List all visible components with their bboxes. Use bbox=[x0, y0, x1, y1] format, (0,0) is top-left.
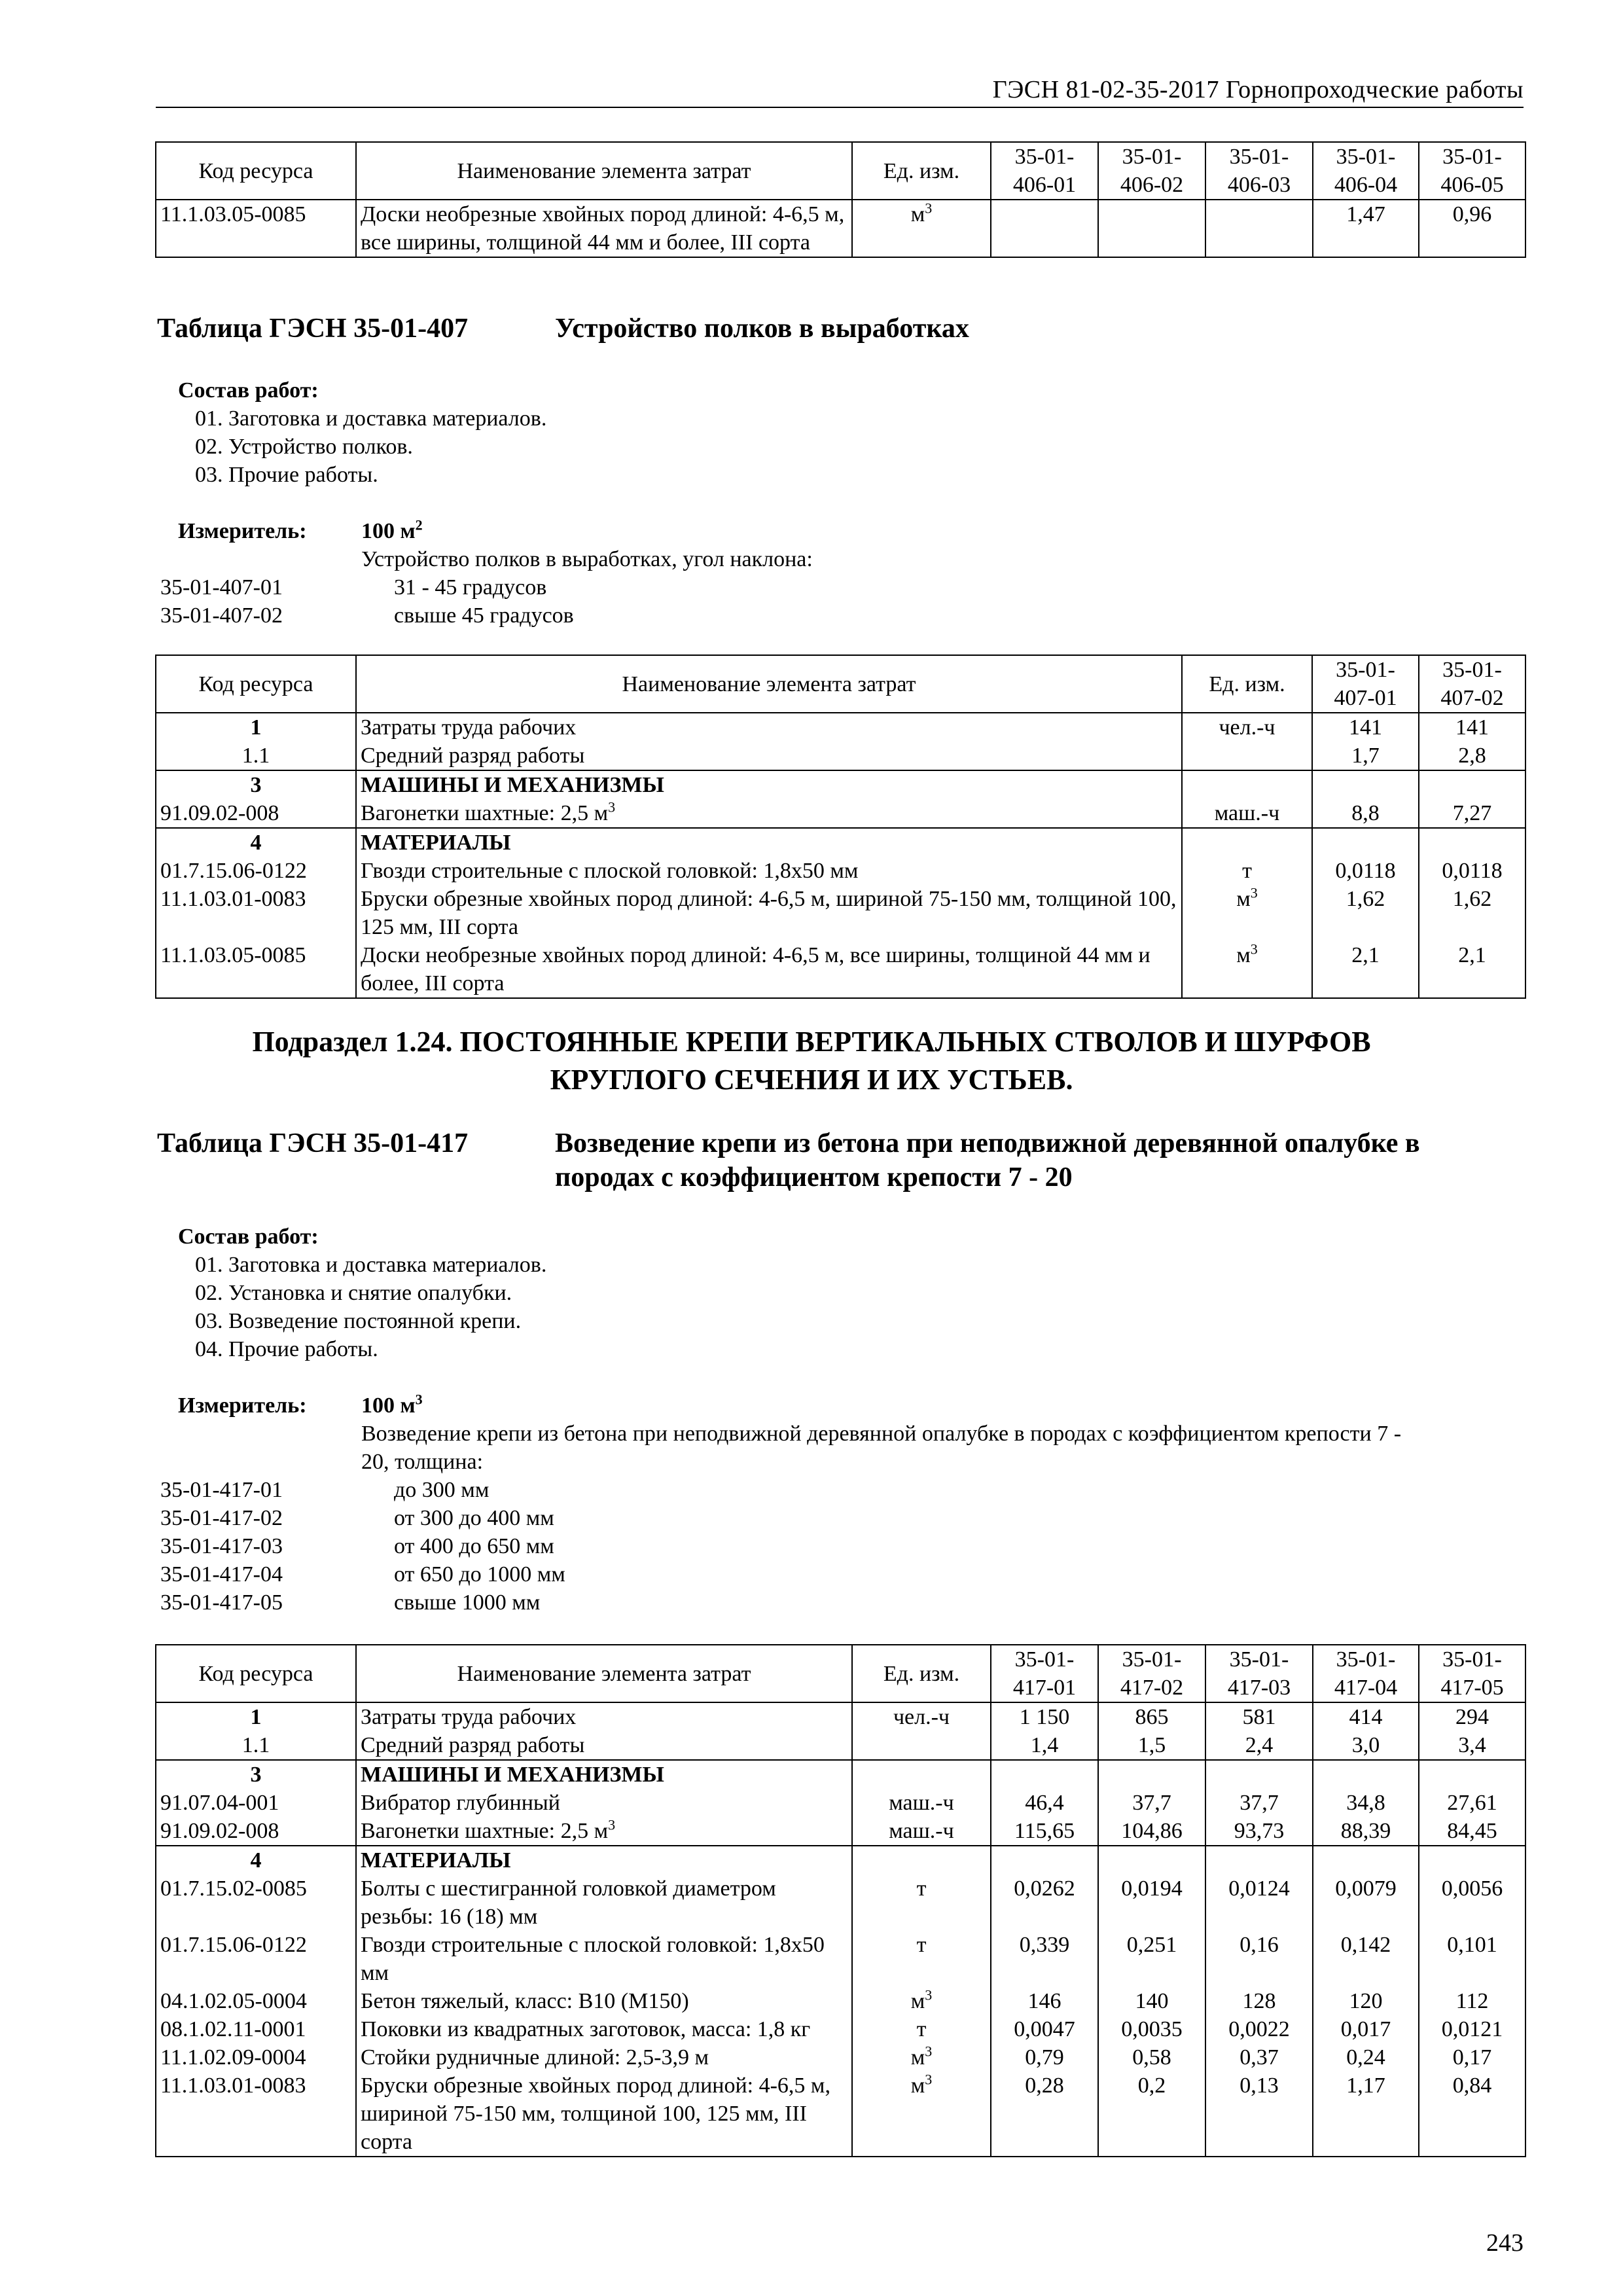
row-value: 0,28 bbox=[991, 2072, 1098, 2157]
row-unit: $м^3$ bbox=[852, 2072, 991, 2157]
row-code: 01.7.15.06-0122 bbox=[156, 1931, 356, 1987]
row-value bbox=[1205, 200, 1313, 257]
header-rule bbox=[156, 107, 1524, 108]
row-value: 0,0118 bbox=[1419, 857, 1525, 885]
work-item: 02. Установка и снятие опалубки. bbox=[195, 1281, 512, 1305]
row-value: 0,84 bbox=[1419, 2072, 1525, 2157]
row-value: 1,62 bbox=[1419, 885, 1525, 941]
row-value bbox=[1205, 1760, 1313, 1789]
row-name: Средний разряд работы bbox=[356, 1731, 852, 1760]
row-code: 4 bbox=[156, 828, 356, 857]
row-name: Бруски обрезные хвойных пород длиной: 4-6,5 м, шириной 75-150 мм, толщиной 100, 125 мм, III сорта bbox=[356, 2072, 852, 2157]
row-code: 08.1.02.11-0001 bbox=[156, 2015, 356, 2043]
meter-label: Измеритель: bbox=[178, 1393, 307, 1418]
col-header-unit: Ед. изм. bbox=[1182, 655, 1312, 713]
row-name: МАТЕРИАЛЫ bbox=[356, 1846, 852, 1874]
row-value: 1,4 bbox=[991, 1731, 1098, 1760]
row-value: 0,24 bbox=[1313, 2043, 1419, 2072]
row-value: 865 bbox=[1098, 1702, 1205, 1731]
row-value: 0,142 bbox=[1313, 1931, 1419, 1987]
row-value: 0,017 bbox=[1313, 2015, 1419, 2043]
col-header-406-04: 35-01-406-04 bbox=[1313, 142, 1419, 200]
row-value: 1,47 bbox=[1313, 200, 1419, 257]
table-row bbox=[156, 1817, 1525, 1846]
row-value: 0,0079 bbox=[1313, 1874, 1419, 1931]
meter-description: Возведение крепи из бетона при неподвижной деревянной опалубке в породах с коэффициентом крепости 7 - bbox=[361, 1422, 1402, 1446]
col-header-code: Код ресурса bbox=[156, 142, 356, 200]
table-row bbox=[156, 857, 1525, 885]
table-row bbox=[156, 1702, 1525, 1731]
row-name: Гвозди строительные с плоской головкой: 1,8x50 мм bbox=[356, 857, 1182, 885]
col-header-unit: Ед. изм. bbox=[852, 142, 991, 200]
row-value: 120 bbox=[1313, 1987, 1419, 2015]
row-value: 2,1 bbox=[1312, 941, 1419, 998]
row-value: 0,0194 bbox=[1098, 1874, 1205, 1931]
row-unit bbox=[1182, 770, 1312, 799]
row-code: 11.1.02.09-0004 bbox=[156, 2043, 356, 2072]
row-unit: $м^3$ bbox=[852, 2043, 991, 2072]
row-value bbox=[991, 200, 1098, 257]
table-row bbox=[156, 799, 1525, 828]
row-value: 294 bbox=[1419, 1702, 1525, 1731]
row-unit: т bbox=[852, 2015, 991, 2043]
row-value: 128 bbox=[1205, 1987, 1313, 2015]
row-value: 0,0047 bbox=[991, 2015, 1098, 2043]
row-name: Затраты труда рабочих bbox=[356, 713, 1182, 742]
col-header-417-04: 35-01-417-04 bbox=[1313, 1645, 1419, 1702]
work-item: 03. Прочие работы. bbox=[195, 463, 378, 487]
row-unit: $м^3$ bbox=[1182, 941, 1312, 998]
row-name: Бруски обрезные хвойных пород длиной: 4-6,5 м, шириной 75-150 мм, толщиной 100, 125 мм, III сорта bbox=[356, 885, 1182, 941]
col-header-name: Наименование элемента затрат bbox=[356, 142, 852, 200]
row-name: МАШИНЫ И МЕХАНИЗМЫ bbox=[356, 770, 1182, 799]
row-value: 0,37 bbox=[1205, 2043, 1313, 2072]
row-value bbox=[1098, 1760, 1205, 1789]
row-value: 88,39 bbox=[1313, 1817, 1419, 1846]
row-value: 0,101 bbox=[1419, 1931, 1525, 1987]
row-value bbox=[1098, 1846, 1205, 1874]
row-unit: $м^3$ bbox=[852, 1987, 991, 2015]
row-code: 1 bbox=[156, 713, 356, 742]
work-item: 01. Заготовка и доставка материалов. bbox=[195, 406, 547, 431]
row-name: Вибратор глубинный bbox=[356, 1789, 852, 1817]
row-name: Болты с шестигранной головкой диаметром резьбы: 16 (18) мм bbox=[356, 1874, 852, 1931]
row-value: 2,1 bbox=[1419, 941, 1525, 998]
row-value: 0,0022 bbox=[1205, 2015, 1313, 2043]
row-value: 0,58 bbox=[1098, 2043, 1205, 2072]
item-code: 35-01-407-02 bbox=[160, 603, 283, 628]
row-value: 0,0035 bbox=[1098, 2015, 1205, 2043]
row-code: 11.1.03.01-0083 bbox=[156, 2072, 356, 2157]
row-value: 0,13 bbox=[1205, 2072, 1313, 2157]
page-number: 243 bbox=[1486, 2229, 1524, 2257]
row-value bbox=[1419, 770, 1525, 799]
row-value: 2,8 bbox=[1419, 742, 1525, 770]
row-value bbox=[1312, 770, 1419, 799]
table-row bbox=[156, 770, 1525, 799]
row-value: 115,65 bbox=[991, 1817, 1098, 1846]
row-value bbox=[991, 1760, 1098, 1789]
row-value: 3,4 bbox=[1419, 1731, 1525, 1760]
row-unit: $м^3$ bbox=[852, 200, 991, 257]
row-code: 3 bbox=[156, 1760, 356, 1789]
table-row bbox=[156, 713, 1525, 742]
row-code: 01.7.15.02-0085 bbox=[156, 1874, 356, 1931]
table-row bbox=[156, 742, 1525, 770]
row-value bbox=[991, 1846, 1098, 1874]
subsection-title-line2: КРУГЛОГО СЕЧЕНИЯ И ИХ УСТЬЕВ. bbox=[550, 1064, 1073, 1096]
row-unit: чел.-ч bbox=[852, 1702, 991, 1731]
row-value: 581 bbox=[1205, 1702, 1313, 1731]
table-row bbox=[156, 2043, 1525, 2072]
row-value: 1,62 bbox=[1312, 885, 1419, 941]
table-417 bbox=[155, 1644, 1526, 2157]
item-text: от 650 до 1000 мм bbox=[394, 1562, 565, 1587]
row-value: 0,0121 bbox=[1419, 2015, 1525, 2043]
col-header-407-02: 35-01-407-02 bbox=[1419, 655, 1525, 713]
row-value bbox=[1205, 1846, 1313, 1874]
item-text: от 300 до 400 мм bbox=[394, 1506, 554, 1530]
work-item: 02. Устройство полков. bbox=[195, 435, 413, 459]
col-header-406-05: 35-01-406-05 bbox=[1419, 142, 1525, 200]
item-text: 31 - 45 градусов bbox=[394, 575, 547, 600]
table-row bbox=[156, 828, 1525, 857]
row-value: 112 bbox=[1419, 1987, 1525, 2015]
col-header-code: Код ресурса bbox=[156, 1645, 356, 1702]
table-row bbox=[156, 885, 1525, 941]
row-value: 93,73 bbox=[1205, 1817, 1313, 1846]
row-code: 1.1 bbox=[156, 1731, 356, 1760]
row-code: 3 bbox=[156, 770, 356, 799]
col-header-406-03: 35-01-406-03 bbox=[1205, 142, 1313, 200]
row-value: 0,0124 bbox=[1205, 1874, 1313, 1931]
row-value bbox=[1419, 1760, 1525, 1789]
col-header-406-01: 35-01-406-01 bbox=[991, 142, 1098, 200]
row-value: 0,0056 bbox=[1419, 1874, 1525, 1931]
row-unit bbox=[852, 1760, 991, 1789]
row-value: 1,17 bbox=[1313, 2072, 1419, 2157]
col-header-417-02: 35-01-417-02 bbox=[1098, 1645, 1205, 1702]
row-unit: т bbox=[1182, 857, 1312, 885]
row-value: 141 bbox=[1419, 713, 1525, 742]
table-row bbox=[156, 2015, 1525, 2043]
row-name: МАТЕРИАЛЫ bbox=[356, 828, 1182, 857]
table-row bbox=[156, 1931, 1525, 1987]
col-header-unit: Ед. изм. bbox=[852, 1645, 991, 1702]
row-unit: маш.-ч bbox=[852, 1817, 991, 1846]
row-name: МАШИНЫ И МЕХАНИЗМЫ bbox=[356, 1760, 852, 1789]
row-name: Доски необрезные хвойных пород длиной: 4-6,5 м, все ширины, толщиной 44 мм и более, III сорта bbox=[356, 200, 852, 257]
col-header-406-02: 35-01-406-02 bbox=[1098, 142, 1205, 200]
table-407-label: Таблица ГЭСН 35-01-407 bbox=[157, 314, 469, 344]
table-406 bbox=[155, 141, 1526, 258]
meter-value: 100 $м^2$ bbox=[361, 516, 423, 543]
row-name: Гвозди строительные с плоской головкой: 1,8x50 мм bbox=[356, 1931, 852, 1987]
row-code: 1 bbox=[156, 1702, 356, 1731]
row-value bbox=[1312, 828, 1419, 857]
row-unit: $м^3$ bbox=[1182, 885, 1312, 941]
row-value: 146 bbox=[991, 1987, 1098, 2015]
table-row bbox=[156, 1846, 1525, 1874]
row-value: 37,7 bbox=[1205, 1789, 1313, 1817]
row-name: Затраты труда рабочих bbox=[356, 1702, 852, 1731]
row-code: 11.1.03.05-0085 bbox=[156, 200, 356, 257]
work-item: 01. Заготовка и доставка материалов. bbox=[195, 1253, 547, 1277]
item-text: свыше 1000 мм bbox=[394, 1590, 541, 1615]
row-value: 8,8 bbox=[1312, 799, 1419, 828]
row-value: 0,251 bbox=[1098, 1931, 1205, 1987]
running-header: ГЭСН 81-02-35-2017 Горнопроходческие работы bbox=[992, 76, 1524, 103]
row-value: 34,8 bbox=[1313, 1789, 1419, 1817]
item-code: 35-01-417-02 bbox=[160, 1506, 283, 1530]
work-composition-label: Состав работ: bbox=[178, 1225, 319, 1249]
row-unit bbox=[852, 1846, 991, 1874]
row-value: 0,0262 bbox=[991, 1874, 1098, 1931]
col-header-417-05: 35-01-417-05 bbox=[1419, 1645, 1525, 1702]
row-value: 104,86 bbox=[1098, 1817, 1205, 1846]
item-text: от 400 до 650 мм bbox=[394, 1534, 554, 1558]
col-header-name: Наименование элемента затрат bbox=[356, 655, 1182, 713]
row-unit: т bbox=[852, 1874, 991, 1931]
row-value: 140 bbox=[1098, 1987, 1205, 2015]
row-name: Вагонетки шахтные: 2,5 $м^3$ bbox=[356, 799, 1182, 828]
row-unit: маш.-ч bbox=[852, 1789, 991, 1817]
row-unit: т bbox=[852, 1931, 991, 1987]
row-name: Вагонетки шахтные: 2,5 $м^3$ bbox=[356, 1817, 852, 1846]
subsection-title-line1: Подраздел 1.24. ПОСТОЯННЫЕ КРЕПИ ВЕРТИКАЛЬНЫХ СТВОЛОВ И ШУРФОВ bbox=[252, 1026, 1371, 1058]
col-header-417-03: 35-01-417-03 bbox=[1205, 1645, 1313, 1702]
row-value: 0,17 bbox=[1419, 2043, 1525, 2072]
item-text: свыше 45 градусов bbox=[394, 603, 574, 628]
row-name: Доски необрезные хвойных пород длиной: 4-6,5 м, все ширины, толщиной 44 мм и более, III сорта bbox=[356, 941, 1182, 998]
row-code: 4 bbox=[156, 1846, 356, 1874]
row-value: 1,7 bbox=[1312, 742, 1419, 770]
row-value: 414 bbox=[1313, 1702, 1419, 1731]
row-name: Бетон тяжелый, класс: В10 (М150) bbox=[356, 1987, 852, 2015]
row-value bbox=[1098, 200, 1205, 257]
table-417-label: Таблица ГЭСН 35-01-417 bbox=[157, 1128, 469, 1158]
col-header-name: Наименование элемента затрат bbox=[356, 1645, 852, 1702]
row-unit bbox=[1182, 828, 1312, 857]
row-value: 0,0118 bbox=[1312, 857, 1419, 885]
row-value: 0,79 bbox=[991, 2043, 1098, 2072]
row-code: 11.1.03.05-0085 bbox=[156, 941, 356, 998]
item-text: до 300 мм bbox=[394, 1478, 490, 1502]
row-value: 0,96 bbox=[1419, 200, 1525, 257]
col-header-407-01: 35-01-407-01 bbox=[1312, 655, 1419, 713]
table-row bbox=[156, 941, 1525, 998]
row-value: 7,27 bbox=[1419, 799, 1525, 828]
work-composition-label: Состав работ: bbox=[178, 378, 319, 403]
row-code: 91.09.02-008 bbox=[156, 1817, 356, 1846]
row-name: Стойки рудничные длиной: 2,5-3,9 м bbox=[356, 2043, 852, 2072]
meter-label: Измеритель: bbox=[178, 519, 307, 543]
row-code: 91.07.04-001 bbox=[156, 1789, 356, 1817]
work-item: 03. Возведение постоянной крепи. bbox=[195, 1309, 522, 1333]
meter-description: Устройство полков в выработках, угол наклона: bbox=[361, 547, 813, 571]
row-unit: чел.-ч bbox=[1182, 713, 1312, 742]
table-417-title-line1: Возведение крепи из бетона при неподвижной деревянной опалубке в bbox=[555, 1128, 1420, 1158]
row-value bbox=[1419, 1846, 1525, 1874]
col-header-417-01: 35-01-417-01 bbox=[991, 1645, 1098, 1702]
row-name: Средний разряд работы bbox=[356, 742, 1182, 770]
row-value bbox=[1419, 828, 1525, 857]
row-code: 1.1 bbox=[156, 742, 356, 770]
row-name: Поковки из квадратных заготовок, масса: 1,8 кг bbox=[356, 2015, 852, 2043]
row-value: 141 bbox=[1312, 713, 1419, 742]
table-row bbox=[156, 1789, 1525, 1817]
item-code: 35-01-417-03 bbox=[160, 1534, 283, 1558]
table-row bbox=[156, 1987, 1525, 2015]
item-code: 35-01-407-01 bbox=[160, 575, 283, 600]
row-unit bbox=[1182, 742, 1312, 770]
row-unit: маш.-ч bbox=[1182, 799, 1312, 828]
table-row bbox=[156, 1874, 1525, 1931]
meter-description-cont: 20, толщина: bbox=[361, 1450, 484, 1474]
item-code: 35-01-417-04 bbox=[160, 1562, 283, 1587]
table-407-title: Устройство полков в выработках bbox=[555, 314, 969, 344]
table-417-title-line2: породах с коэффициентом крепости 7 - 20 bbox=[555, 1162, 1073, 1193]
meter-value: 100 $м^3$ bbox=[361, 1391, 423, 1418]
row-value: 0,2 bbox=[1098, 2072, 1205, 2157]
table-row bbox=[156, 200, 1525, 257]
row-value: 27,61 bbox=[1419, 1789, 1525, 1817]
row-value: 0,16 bbox=[1205, 1931, 1313, 1987]
work-item: 04. Прочие работы. bbox=[195, 1337, 378, 1361]
col-header-code: Код ресурса bbox=[156, 655, 356, 713]
row-code: 04.1.02.05-0004 bbox=[156, 1987, 356, 2015]
item-code: 35-01-417-01 bbox=[160, 1478, 283, 1502]
table-row bbox=[156, 1760, 1525, 1789]
row-value: 2,4 bbox=[1205, 1731, 1313, 1760]
table-407 bbox=[155, 655, 1526, 999]
row-code: 01.7.15.06-0122 bbox=[156, 857, 356, 885]
row-value: 1 150 bbox=[991, 1702, 1098, 1731]
row-value: 46,4 bbox=[991, 1789, 1098, 1817]
row-value bbox=[1313, 1846, 1419, 1874]
row-value: 1,5 bbox=[1098, 1731, 1205, 1760]
row-value: 37,7 bbox=[1098, 1789, 1205, 1817]
row-value: 0,339 bbox=[991, 1931, 1098, 1987]
row-value: 3,0 bbox=[1313, 1731, 1419, 1760]
row-unit bbox=[852, 1731, 991, 1760]
row-code: 91.09.02-008 bbox=[156, 799, 356, 828]
row-value: 84,45 bbox=[1419, 1817, 1525, 1846]
table-row bbox=[156, 2072, 1525, 2157]
item-code: 35-01-417-05 bbox=[160, 1590, 283, 1615]
table-row bbox=[156, 1731, 1525, 1760]
row-value bbox=[1313, 1760, 1419, 1789]
row-code: 11.1.03.01-0083 bbox=[156, 885, 356, 941]
